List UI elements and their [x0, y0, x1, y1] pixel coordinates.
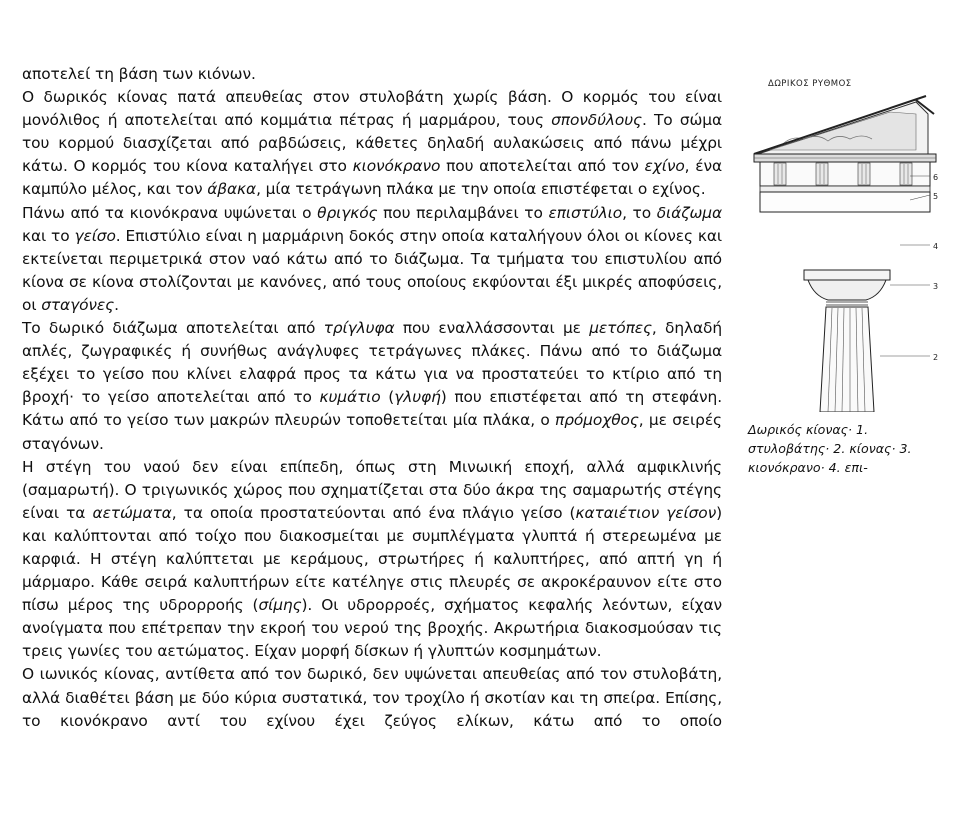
text-run: Πάνω από τα κιονόκρανα υψώνεται ο	[22, 203, 318, 222]
text-run: , με σειρές σταγόνων.	[22, 411, 722, 453]
italic-term: σπονδύλους	[551, 111, 642, 130]
text-run: ) και καλύπτονται από τοίχο που διακοσμείται με συμπλέγματα γλυπτά ή στερεωμένα με καρφιά. Η στέγη καλύπτεται με κεράμους, στρωτήρες ή καλυπτήρες, από απτή γη ή μάρμαρο. Κάθε σειρά καλυπτήρων είτε κατέληγε στις πλευρές σε ακροκέραυνον είτε στο πίσω μέρος της υδρορροής (	[22, 503, 722, 615]
paragraph	[22, 663, 722, 732]
figure-caption: Δωρικός κίονας· 1. στυλοβάτης· 2. κίονας· 3. κιονόκρανο· 4. επι-	[748, 422, 912, 475]
paragraph	[22, 202, 722, 317]
italic-term: γείσο	[74, 226, 116, 245]
label-4: 4	[933, 242, 939, 251]
architrave	[760, 186, 930, 192]
label-5: 5	[933, 192, 939, 201]
italic-term: διάζωμα	[656, 203, 722, 222]
text-run: , ένα καμπύλο μέλος, και τον	[22, 157, 722, 199]
label-2: 2	[933, 353, 939, 362]
echinus	[808, 280, 886, 300]
text-run: , το	[622, 203, 657, 222]
paragraph	[22, 456, 722, 664]
italic-term: πρόμοχθος	[555, 411, 639, 430]
italic-term: άβακα	[207, 180, 257, 199]
italic-term: τρίγλυφα	[323, 319, 395, 338]
italic-term: μετόπες	[589, 319, 652, 338]
italic-term: καταιέτιον γείσον	[575, 503, 717, 522]
text-run: που εναλλάσσονται με	[394, 319, 590, 338]
main-text	[22, 63, 722, 733]
text-run: ) που επιστέφεται από τη στεφάνη. Κάτω από το γείσο των μακρών πλευρών τοποθετείται μία πλάκα, ο	[22, 388, 722, 430]
text-run: (	[380, 388, 395, 407]
italic-term: αετώματα	[92, 503, 172, 522]
italic-term: κυμάτιο	[319, 388, 381, 407]
italic-term: θριγκός	[317, 203, 378, 222]
column-shaft	[820, 307, 874, 412]
architrave-lower	[760, 192, 930, 212]
doric-order-figure	[740, 92, 950, 412]
paragraph	[22, 317, 722, 456]
italic-term: κιονόκρανο	[352, 157, 441, 176]
text-run: , δηλαδή απλές, ζωγραφικές ή συνήθως ανάγλυφες τετράγωνες πλάκες. Πάνω από το διάζωμα εξέχει το γείσο που κλίνει ελαφρά προς τα κάτω για να προστατεύει το κτίριο από τη βροχή· το γείσο αποτελείται από το	[22, 319, 722, 407]
text-run: Ο δωρικός κίονας πατά απευθείας στον στυλοβάτη χωρίς βάση. Ο κορμός του είναι μονόλιθος ή αποτελείται από κομμάτια πέτρας ή μαρμάρου, τους	[22, 88, 722, 130]
paragraph	[22, 86, 722, 201]
text-run: ). Οι υδρορροές, σχήματος κεφαλής λεόντων, είχαν ανοίγματα που επέτρεπαν την εκροή του νερού της βροχής. Ακρωτήρια διακοσμούσαν τις τρεις γωνίες του αετώματος. Είχαν μορφή δίσκων ή γλυπτών κοσμημάτων.	[22, 596, 722, 661]
italic-term: επιστύλιο	[548, 203, 623, 222]
text-run: , μία τετράγωνη πλάκα με την οποία επιστέφεται ο εχίνος.	[256, 180, 706, 199]
label-3: 3	[933, 282, 939, 291]
text-run: Το δωρικό διάζωμα αποτελείται από	[22, 319, 324, 338]
text-run: Ο ιωνικός κίονας, αντίθετα από τον δωρικό, δεν υψώνεται απευθείας από τον στυλοβάτη, αλλά διαθέτει βάση με δύο κύρια συστατικά, τον τροχίλο ή σκοτίαν και τη σπείρα. Επίσης, το κιονόκρανο αντί του εχίνου έχει ζεύγος ελίκων, κάτω από το οποίο	[22, 665, 722, 730]
text-run: .	[114, 295, 119, 314]
text-run: . Επιστύλιο είναι η μαρμάρινη δοκός στην οποία καταλήγουν όλοι οι κίονες και εκτείνεται περιμετρικά στον ναό κάτω από το διάζωμα. Τα τμήματα του επιστυλίου από κίονα σε κίονα στολίζονται με κανόνες, από τους οποίους εκφύονται έξι μικρές αποφύσεις, οι	[22, 226, 722, 314]
italic-term: σίμης	[258, 596, 302, 615]
pediment-sculpture	[770, 112, 916, 150]
text-run: που περιλαμβάνει το	[377, 203, 549, 222]
paragraph	[22, 63, 722, 86]
label-6: 6	[933, 173, 939, 182]
text-run: , τα οποία προστατεύονται από ένα πλάγιο γείσο (	[171, 503, 576, 522]
text-run: Η στέγη του ναού δεν είναι επίπεδη, όπως στη Μινωική εποχή, αλλά αμφικλινής (σαμαρωτή). Ο τριγωνικός χώρος που σχηματίζεται στα δύο άκρα της σαμαρωτής στέγης είναι τα	[22, 457, 722, 522]
italic-term: σταγόνες	[41, 295, 115, 314]
italic-term: εχίνο	[644, 157, 685, 176]
italic-term: γλυφή	[394, 388, 441, 407]
figure-title: ΔΩΡΙΚΟΣ ΡΥΘΜΟΣ	[768, 79, 852, 89]
text-run: και το	[22, 226, 75, 245]
text-run: αποτελεί τη βάση των κιόνων.	[22, 65, 256, 83]
text-run: που αποτελείται από τον	[440, 157, 645, 176]
abacus	[804, 270, 890, 280]
text-run: . Το σώμα του κορμού διασχίζεται από ραβδώσεις, κάθετες δηλαδή αυλακώσεις από πάνω μέχρι κάτω. Ο κορμός του κίονα καταλήγει στο	[22, 111, 722, 176]
